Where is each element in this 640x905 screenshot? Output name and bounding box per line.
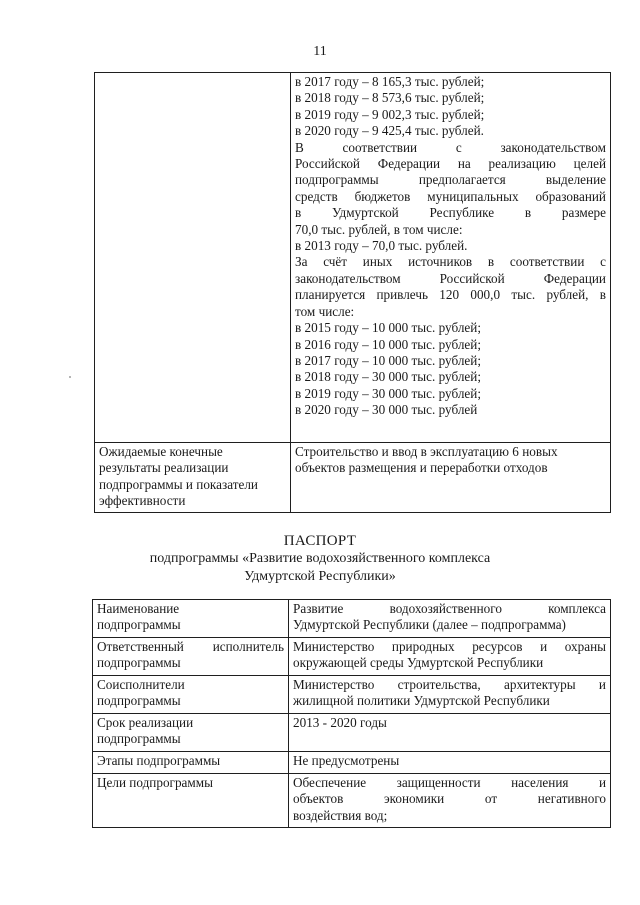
funding-line-other-2017: в 2017 году – 10 000 тыс. рублей; [295, 352, 481, 368]
row-value-cell [289, 676, 611, 714]
funding-line-2020: в 2020 году – 9 425,4 тыс. рублей. [295, 123, 484, 139]
funding-text-line: В соответствии с законодательством [295, 139, 606, 155]
row-label-cell [93, 638, 289, 676]
table-row-stages [93, 752, 611, 774]
row-value-cell [289, 638, 611, 676]
row-label-cell [93, 600, 289, 638]
funding-line-2017: в 2017 году – 8 165,3 тыс. рублей; [295, 74, 485, 89]
funding-line-other-2016: в 2016 году – 10 000 тыс. рублей; [295, 336, 481, 352]
table-row-term [93, 714, 611, 752]
row-label-cell [93, 676, 289, 714]
table-row-goals [93, 774, 611, 828]
results-label-cell [95, 443, 291, 513]
funding-text-line: том числе: [295, 303, 355, 319]
results-label-line: Ожидаемые конечные [99, 444, 223, 459]
row-value-line: 2013 - 2020 годы [293, 715, 387, 730]
funding-text-line: средств бюджетов муниципальных образований [295, 188, 606, 204]
results-label-line: подпрограммы и показатели [99, 476, 258, 492]
funding-line-municipal-2013: в 2013 году – 70,0 тыс. рублей. [295, 238, 468, 254]
results-value-line: объектов размещения и переработки отходов [295, 460, 548, 476]
funding-line-2018: в 2018 году – 8 573,6 тыс. рублей; [295, 90, 485, 106]
passport-subtitle-line: подпрограммы «Развитие водохозяйственного комплекса [149, 551, 491, 566]
funding-value-cell [291, 73, 611, 443]
row-label-cell [93, 714, 289, 752]
scan-speck [69, 376, 71, 378]
funding-line-other-2020: в 2020 году – 30 000 тыс. рублей [295, 402, 478, 418]
funding-table [94, 72, 611, 513]
row-label-cell [93, 752, 289, 774]
passport-heading [0, 532, 640, 586]
funding-text-line: в Удмуртской Республике в размере [295, 205, 606, 221]
passport-table [92, 599, 611, 828]
funding-text-line: 70,0 тыс. рублей, в том числе: [295, 221, 463, 237]
passport-subtitle-line: Удмуртской Республики» [244, 569, 396, 584]
funding-line-other-2019: в 2019 году – 30 000 тыс. рублей; [295, 385, 481, 401]
row-value-cell [289, 774, 611, 828]
row-value-cell [289, 600, 611, 638]
funding-text-line: подпрограммы предполагается выделение [295, 172, 606, 188]
row-label-line: подпрограммы [97, 693, 181, 709]
row-label-line: Цели подпрограммы [97, 775, 213, 790]
results-value-line: Строительство и ввод в эксплуатацию 6 новых [295, 444, 558, 459]
row-label-line: Этапы подпрограммы [97, 753, 221, 768]
table-row-executor [93, 638, 611, 676]
row-label-line: Ответственный исполнитель [97, 639, 284, 654]
funding-text-line: планируется привлечь 120 000,0 тыс. рублей, в [295, 287, 606, 303]
row-value-line: жилищной политики Удмуртской Республики [293, 693, 550, 709]
table-row-name [93, 600, 611, 638]
row-value-line: Министерство природных ресурсов и охраны [293, 639, 606, 654]
row-value-line: Удмуртской Республики (далее – подпрограмма) [293, 617, 566, 633]
passport-title: ПАСПОРТ [283, 533, 357, 549]
funding-line-other-2018: в 2018 году – 30 000 тыс. рублей; [295, 369, 481, 385]
row-value-line: Обеспечение защищенности населения и [293, 775, 606, 790]
row-label-line: Наименование [97, 601, 180, 616]
funding-text-line: законодательством Российской Федерации [295, 270, 606, 286]
row-value-line: воздействия вод; [293, 807, 388, 823]
row-label-line: Соисполнители [97, 677, 185, 692]
row-value-line: Министерство строительства, архитектуры и [293, 677, 606, 692]
funding-line-2019: в 2019 году – 9 002,3 тыс. рублей; [295, 106, 485, 122]
results-value-cell [291, 443, 611, 513]
table-row-funding [95, 73, 611, 443]
funding-text-line: За счёт иных источников в соответствии с [295, 254, 606, 270]
page-number: 11 [313, 44, 327, 59]
row-value-line: Развитие водохозяйственного комплекса [293, 601, 606, 616]
row-label-line: подпрограммы [97, 617, 181, 633]
funding-line-other-2015: в 2015 году – 10 000 тыс. рублей; [295, 320, 481, 336]
funding-text-line: Российской Федерации на реализацию целей [295, 156, 606, 172]
results-label-line: эффективности [99, 493, 186, 509]
table-row-results [95, 443, 611, 513]
row-value-cell [289, 714, 611, 752]
row-value-line: Не предусмотрены [293, 753, 400, 768]
table-row-coexecutors [93, 676, 611, 714]
row-value-cell [289, 752, 611, 774]
row-value-line: окружающей среды Удмуртской Республики [293, 655, 544, 671]
funding-label-cell [95, 73, 291, 443]
results-label-line: результаты реализации [99, 460, 229, 476]
row-value-line: объектов экономики от негативного [293, 791, 606, 807]
row-label-line: Срок реализации [97, 715, 194, 730]
row-label-line: подпрограммы [97, 655, 181, 671]
row-label-line: подпрограммы [97, 731, 181, 747]
row-label-cell [93, 774, 289, 828]
